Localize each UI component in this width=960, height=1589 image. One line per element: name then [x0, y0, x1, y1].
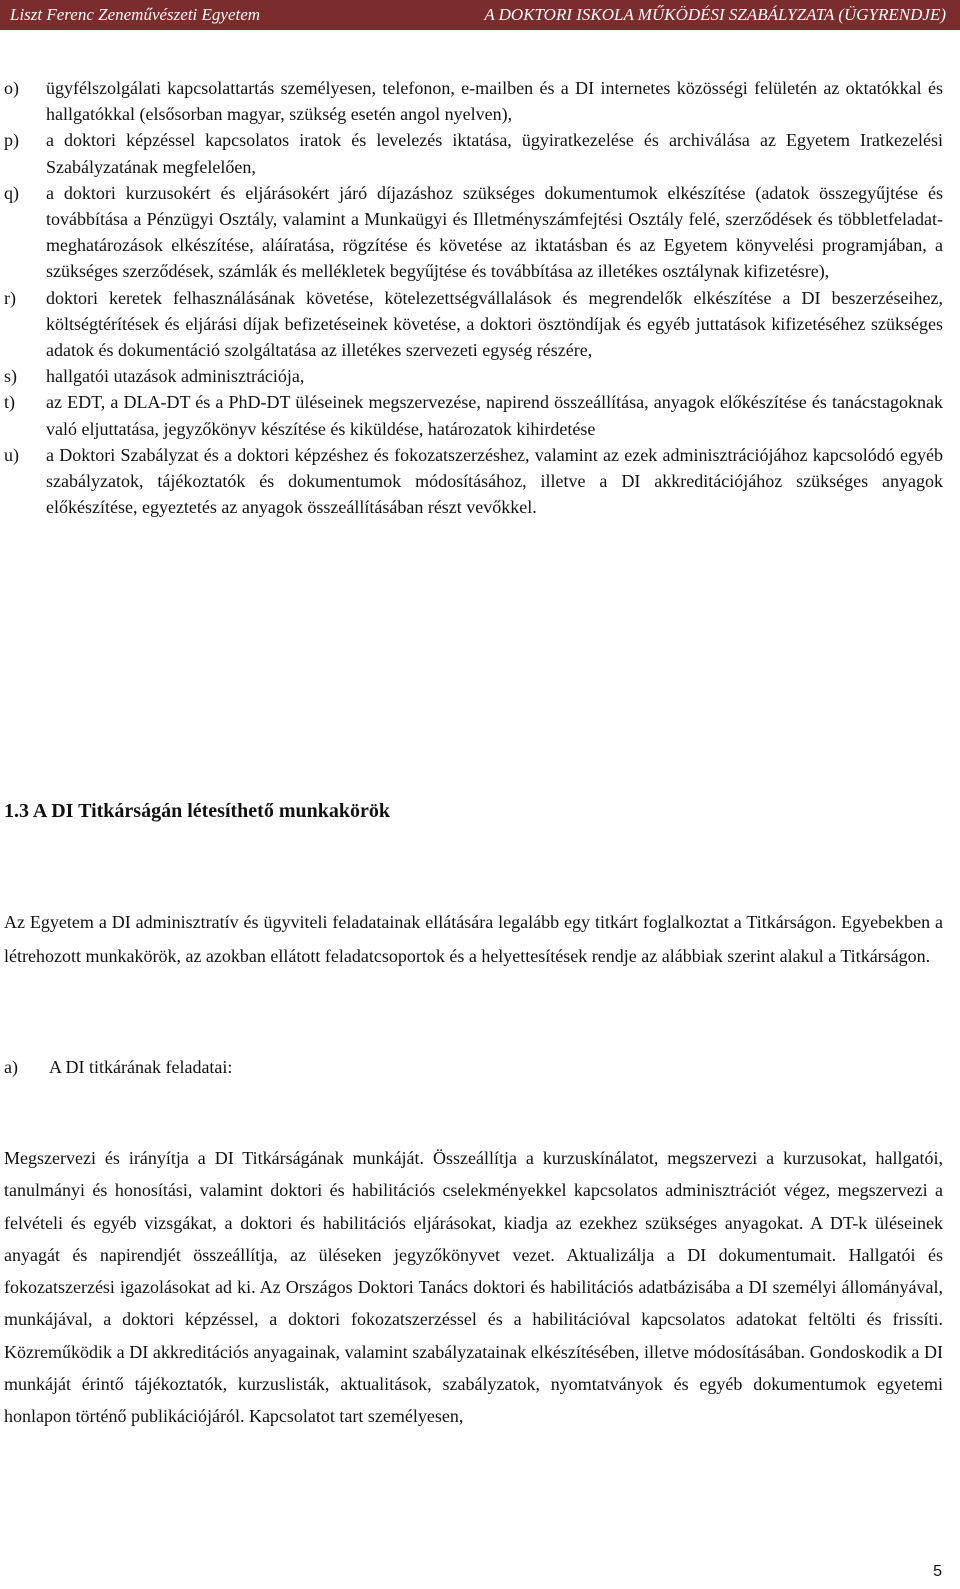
list-item-text: a Doktori Szabályzat és a doktori képzéshez és fokozatszerzéshez, valamint az ezek adminisztrációjához kapcsolódó egyéb szabályzatok, tájékoztatók és dokumentumok módosításához, illetve a DI akkreditációjához szükséges anyagok előkészítése, egyeztetés az anyagok összeállításában részt vevőkkel. [46, 444, 943, 518]
list-item-marker: t) [4, 392, 15, 413]
list-item-text: doktori keretek felhasználásának követése, kötelezettségvállalások és megrendelők elkészítése a DI beszerzéseihez, költségtérítések és eljárási díjak befizetéseinek követése, a doktori ösztöndíjak és egyéb juttatások kifizetéséhez szükséges adatok és dokumentáció szolgáltatása az illetékes szervezeti egység részére, [46, 287, 943, 361]
list-item-marker: o) [4, 78, 19, 98]
header-institution: Liszt Ferenc Zeneművészeti Egyetem [10, 5, 261, 24]
list-item-text: a doktori képzéssel kapcsolatos iratok és levelezés iktatása, ügyiratkezelése és archiválása az Egyetem Iratkezelési Szabályzatának megfelelően, [46, 130, 943, 177]
list-item [0, 75, 960, 127]
list-item-marker: r) [4, 287, 16, 308]
header-document-title: A DOKTORI ISKOLA MŰKÖDÉSI SZABÁLYZATA (ÜGYRENDJE) [484, 5, 946, 24]
list-item-text: hallgatói utazások adminisztrációja, [46, 366, 305, 387]
subsection-marker: a) [4, 1057, 18, 1077]
list-item-text: ügyfélszolgálati kapcsolattartás személyesen, telefonon, e-mailben és a DI internetes közösségi felületén az oktatókkal és hallgatókkal (elsősorban magyar, szükség esetén angol nyelven), [46, 78, 943, 125]
list-item-marker: p) [4, 130, 19, 151]
page-number: 5 [933, 1563, 942, 1580]
list-item-marker: u) [4, 444, 19, 465]
section-heading: 1.3 A DI Titkárságán létesíthető munkakörök [4, 800, 390, 822]
subsection-heading [4, 1057, 232, 1078]
list-item [0, 363, 960, 389]
list-item-marker: q) [4, 182, 19, 203]
list-item [0, 180, 960, 285]
list-item [0, 127, 960, 179]
list-item [0, 442, 960, 521]
list-item [0, 285, 960, 364]
list-item-marker: s) [4, 366, 17, 387]
secretary-duties-paragraph: Megszervezi és irányítja a DI Titkárságának munkáját. Összeállítja a kurzuskínálatot, megszervezi a kurzusokat, hallgatói, tanulmányi és honosítási, valamint doktori és habilitációs cselekményekkel kapcsolatos adminisztrációt végez, megszervezi a felvételi és egyéb vizsgákat, a doktori és habilitációs eljárásokat, kiadja az ezekhez szükséges anyagokat. A DT-k üléseinek anyagát és napirendjét összeállítja, az üléseken jegyzőkönyvet vezet. Aktualizálja a DI dokumentumait. Hallgatói és fokozatszerzési igazolásokat ad ki. Az Országos Doktori Tanács doktori és habilitációs adatbázisába a DI személyi állományával, munkájával, a doktori képzéssel, a doktori fokozatszerzéssel és a habilitációval kapcsolatos adatokat feltölti és frissíti. Közreműködik a DI akkreditációs anyagainak, valamint szabályzatainak elkészítésében, illetve módosításában. Gondoskodik a DI munkáját érintő tájékoztatók, kurzuslisták, aktualitások, szabályzatok, nyomtatványok és egyéb dokumentumok egyetemi honlapon történő publikációjáról. Kapcsolatot tart személyesen, [4, 1148, 943, 1427]
list-item [0, 389, 960, 441]
intro-paragraph: Az Egyetem a DI adminisztratív és ügyviteli feladatainak ellátására legalább egy titkárt foglalkoztat a Titkárságon. Egyebekben a létrehozott munkakörök, az azokban ellátott feladatcsoportok és a helyettesítések rendje az alábbiak szerint alakul a Titkárságon. [4, 912, 943, 966]
subsection-title: A DI titkárának feladatai: [49, 1057, 233, 1077]
task-list [0, 75, 960, 520]
running-header [0, 0, 960, 30]
list-item-text: a doktori kurzusokért és eljárásokért járó díjazáshoz szükséges dokumentumok elkészítése (adatok összegyűjtése és továbbítása a Pénzügyi Osztály, valamint a Munkaügyi és Illetményszámfejtési Osztály felé, szerződések és többletfeladat-meghatározások elkészítése, aláíratása, rögzítése és követése az iktatásban és az Egyetem könyvelési programjában, a szükséges szerződések, számlák és mellékletek begyűjtése és továbbítása az illetékes osztálynak kifizetésre), [46, 182, 943, 282]
list-item-text: az EDT, a DLA-DT és a PhD-DT üléseinek megszervezése, napirend összeállítása, anyagok előkészítése és tanácstagoknak való eljuttatása, jegyzőkönyv készítése és kiküldése, határozatok kihirdetése [46, 392, 943, 439]
